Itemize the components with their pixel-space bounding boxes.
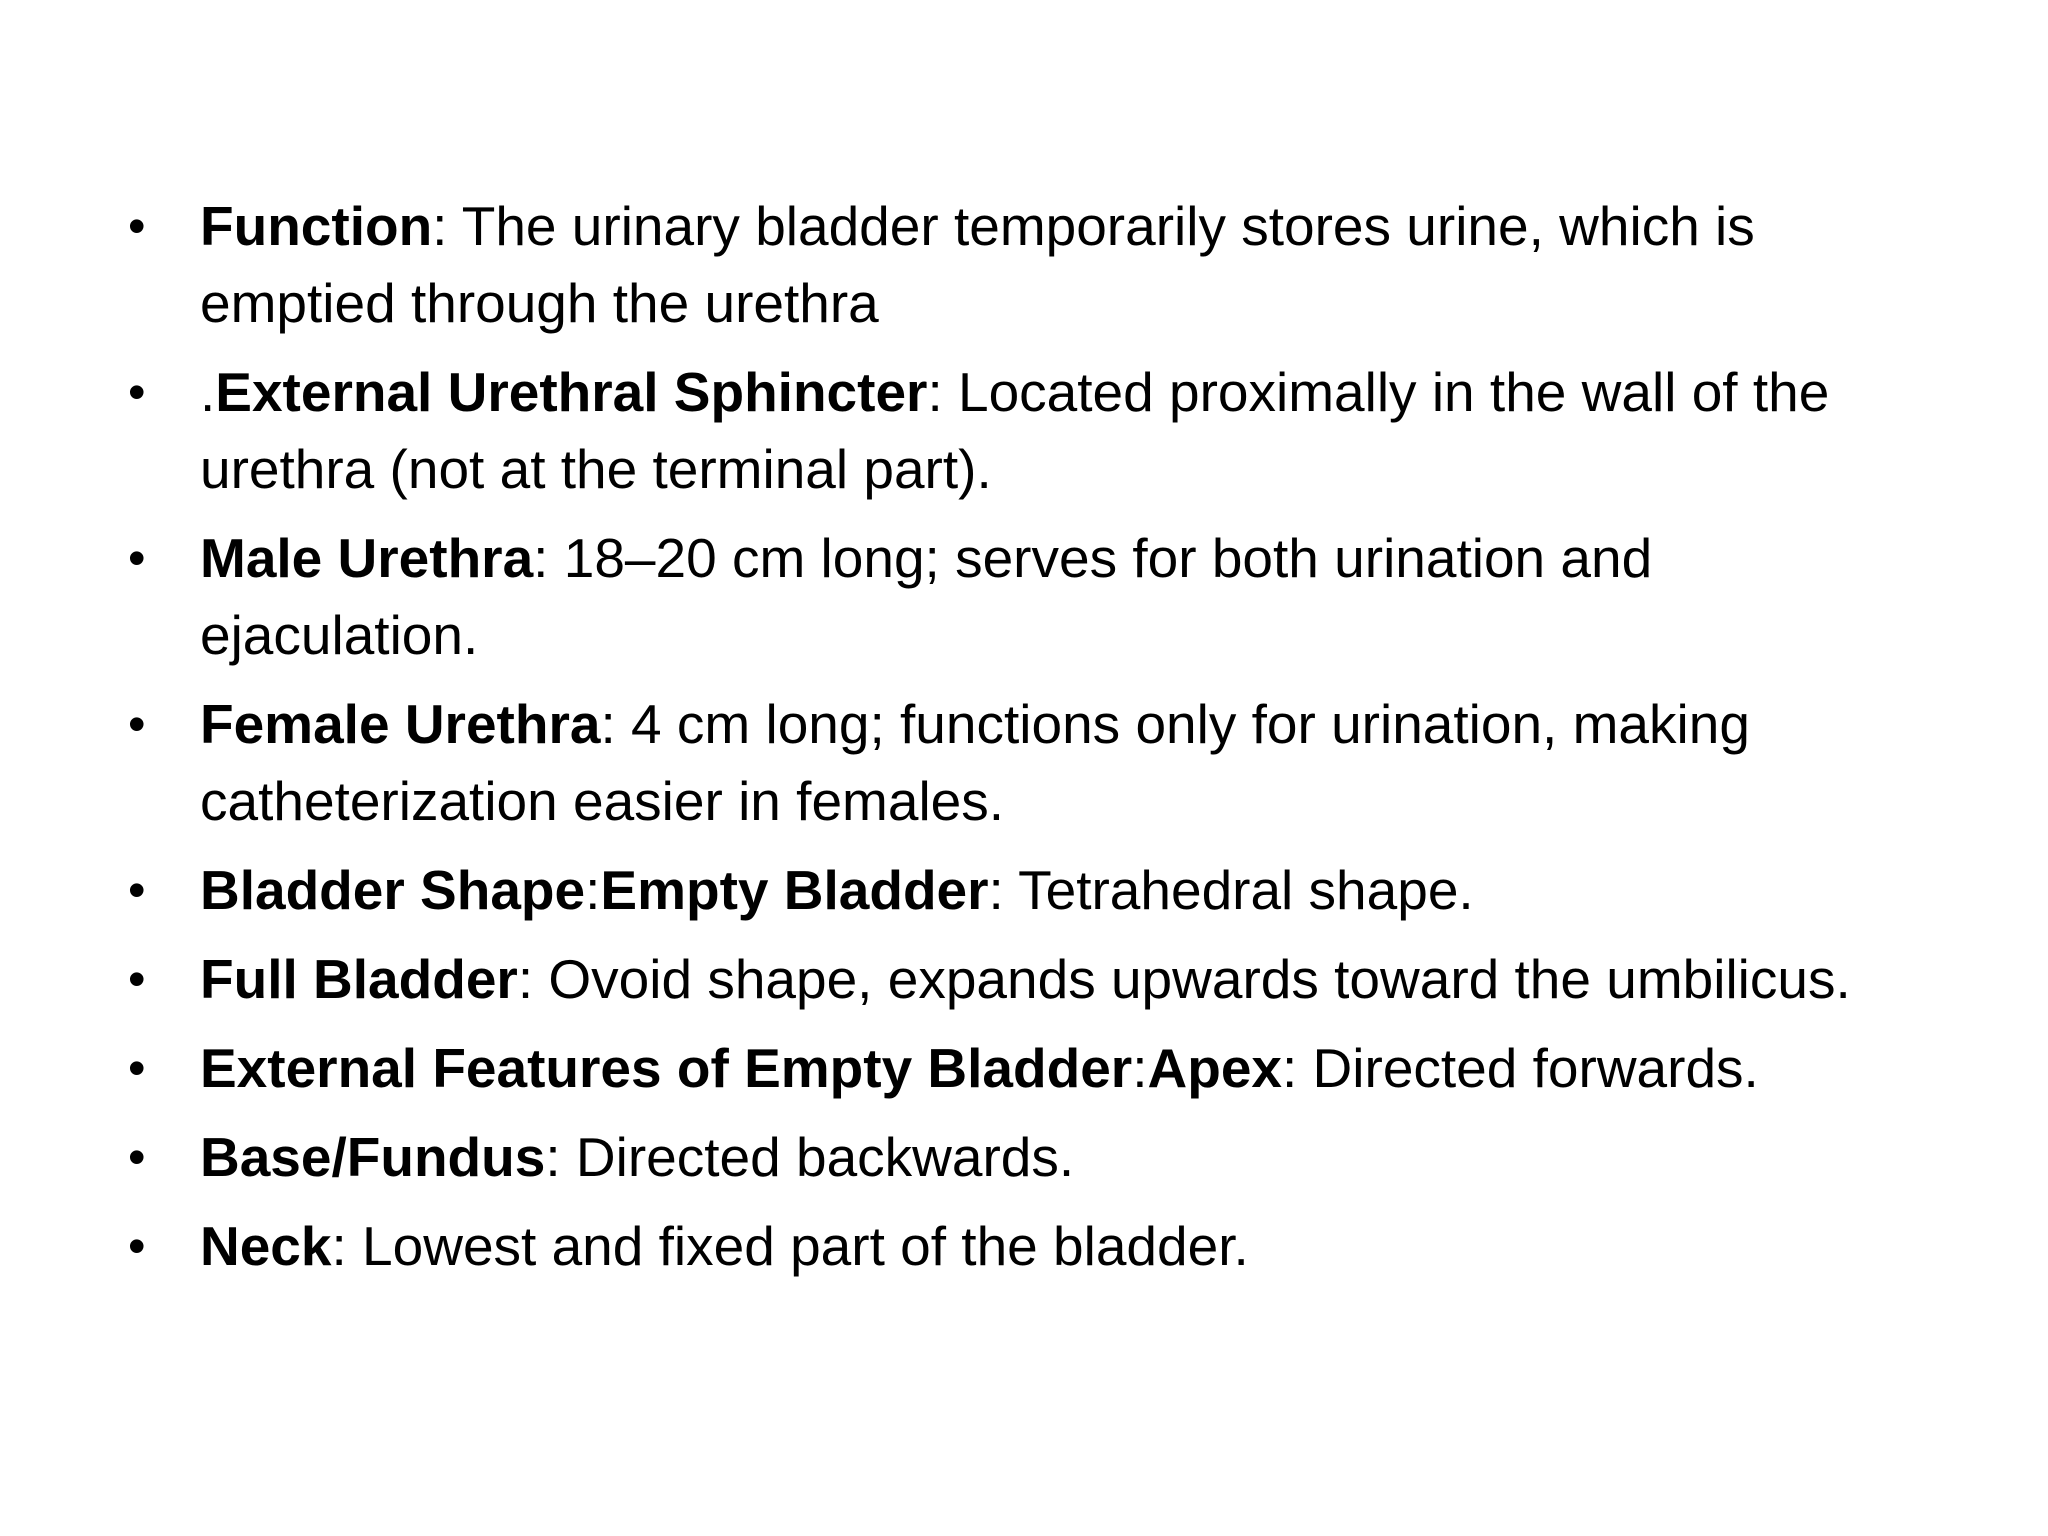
item-term: Empty Bladder — [600, 859, 989, 921]
bullet-point-icon: • — [128, 530, 146, 586]
item-text: . — [200, 361, 216, 423]
list-item — [118, 941, 1938, 1018]
item-term: Function — [200, 195, 433, 257]
bullet-point-icon: • — [128, 364, 146, 420]
item-term: External Features of Empty Bladder — [200, 1037, 1133, 1099]
item-term: External Urethral Sphincter — [215, 361, 928, 423]
list-item — [118, 188, 1938, 342]
item-term: Male Urethra — [200, 527, 534, 589]
item-text: : 18–20 cm long; serves for both urination and ejaculation. — [200, 527, 1653, 666]
list-item — [118, 686, 1938, 840]
list-item — [118, 1208, 1938, 1285]
bullet-point-icon: • — [128, 1218, 146, 1274]
item-text: : Directed backwards. — [545, 1126, 1075, 1188]
bullet-point-icon: • — [128, 1040, 146, 1096]
item-text: : Located proximally in the wall of the urethra (not at the terminal part). — [200, 361, 1830, 500]
bullet-point-icon: • — [128, 696, 146, 752]
item-text: : 4 cm long; functions only for urination, making catheterization easier in females. — [200, 693, 1750, 832]
item-text: : — [585, 859, 601, 921]
item-term: Base/Fundus — [200, 1126, 546, 1188]
bullet-point-icon: • — [128, 1129, 146, 1185]
item-term: Bladder Shape — [200, 859, 586, 921]
list-item — [118, 852, 1938, 929]
item-text: : Lowest and fixed part of the bladder. — [331, 1215, 1249, 1277]
bullet-point-icon: • — [128, 951, 146, 1007]
item-text: : The urinary bladder temporarily stores urine, which is emptied through the urethra — [200, 195, 1755, 334]
list-item — [118, 1030, 1938, 1107]
list-item — [118, 520, 1938, 674]
bullet-point-icon: • — [128, 198, 146, 254]
item-term: Full Bladder — [200, 948, 518, 1010]
list-item — [118, 354, 1938, 508]
item-text: : Tetrahedral shape. — [988, 859, 1474, 921]
item-text: : Directed forwards. — [1282, 1037, 1759, 1099]
item-term: Neck — [200, 1215, 332, 1277]
bullet-list — [118, 188, 1938, 1297]
item-term: Female Urethra — [200, 693, 601, 755]
item-text: : Ovoid shape, expands upwards toward the umbilicus. — [517, 948, 1851, 1010]
list-item — [118, 1119, 1938, 1196]
item-text: : — [1132, 1037, 1148, 1099]
item-term: Apex — [1147, 1037, 1282, 1099]
bullet-point-icon: • — [128, 862, 146, 918]
